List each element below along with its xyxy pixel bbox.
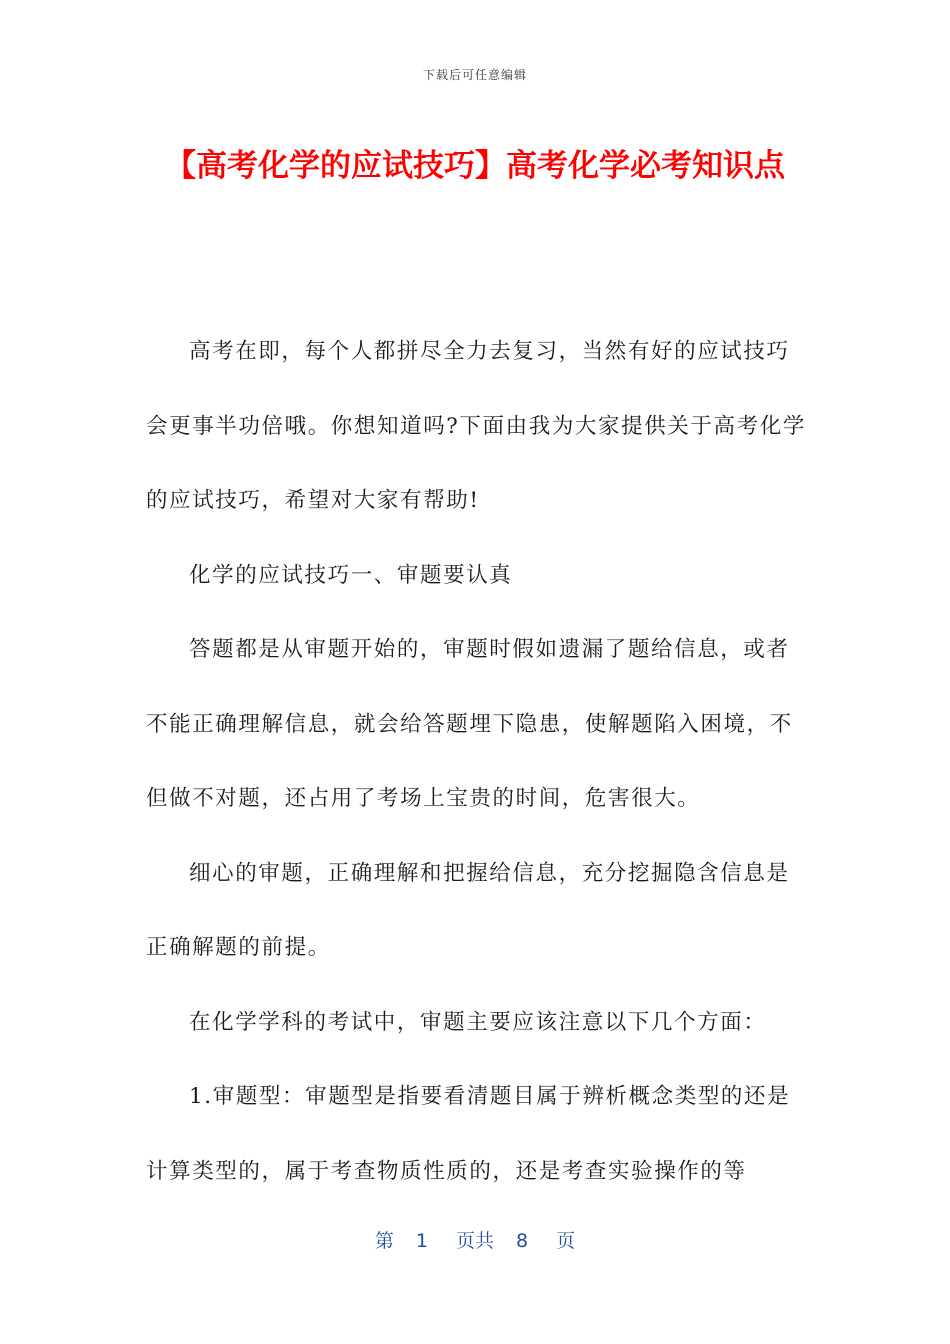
document-body [146, 315, 806, 1209]
page-footer [0, 1226, 950, 1253]
paragraph-aspects: 在化学学科的考试中，审题主要应该注意以下几个方面： [189, 1009, 767, 1035]
paragraph-section-heading: 化学的应试技巧一、审题要认真 [189, 562, 513, 588]
footer-current-page: 1 [415, 1230, 428, 1252]
footer-page-middle: 页共 [455, 1230, 494, 1252]
paragraph-intro: 高考在即，每个人都拼尽全力去复习，当然有好的应试技巧会更事半功倍哦。你想知道吗?下面由我为大家提供关于高考化学的应试技巧，希望对大家有帮助! [146, 339, 806, 513]
footer-page-suffix: 页 [556, 1230, 576, 1252]
paragraph-careful-review: 细心的审题，正确理解和把握给信息，充分挖掘隐含信息是正确解题的前提。 [146, 860, 790, 960]
paragraph-review: 答题都是从审题开始的，审题时假如遗漏了题给信息，或者不能正确理解信息，就会给答题埋下隐患，使解题陷入困境，不但做不对题，还占用了考场上宝贵的时间，危害很大。 [146, 637, 793, 811]
header-note: 下载后可任意编辑 [422, 68, 527, 82]
document-title: 【高考化学的应试技巧】高考化学必考知识点 [165, 148, 785, 184]
footer-page-prefix: 第 [374, 1230, 394, 1252]
footer-total-pages: 8 [516, 1230, 529, 1252]
paragraph-question-type: 1.审题型：审题型是指要看清题目属于辨析概念类型的还是计算类型的，属于考查物质性质的，还是考查实验操作的等 [146, 1084, 791, 1184]
